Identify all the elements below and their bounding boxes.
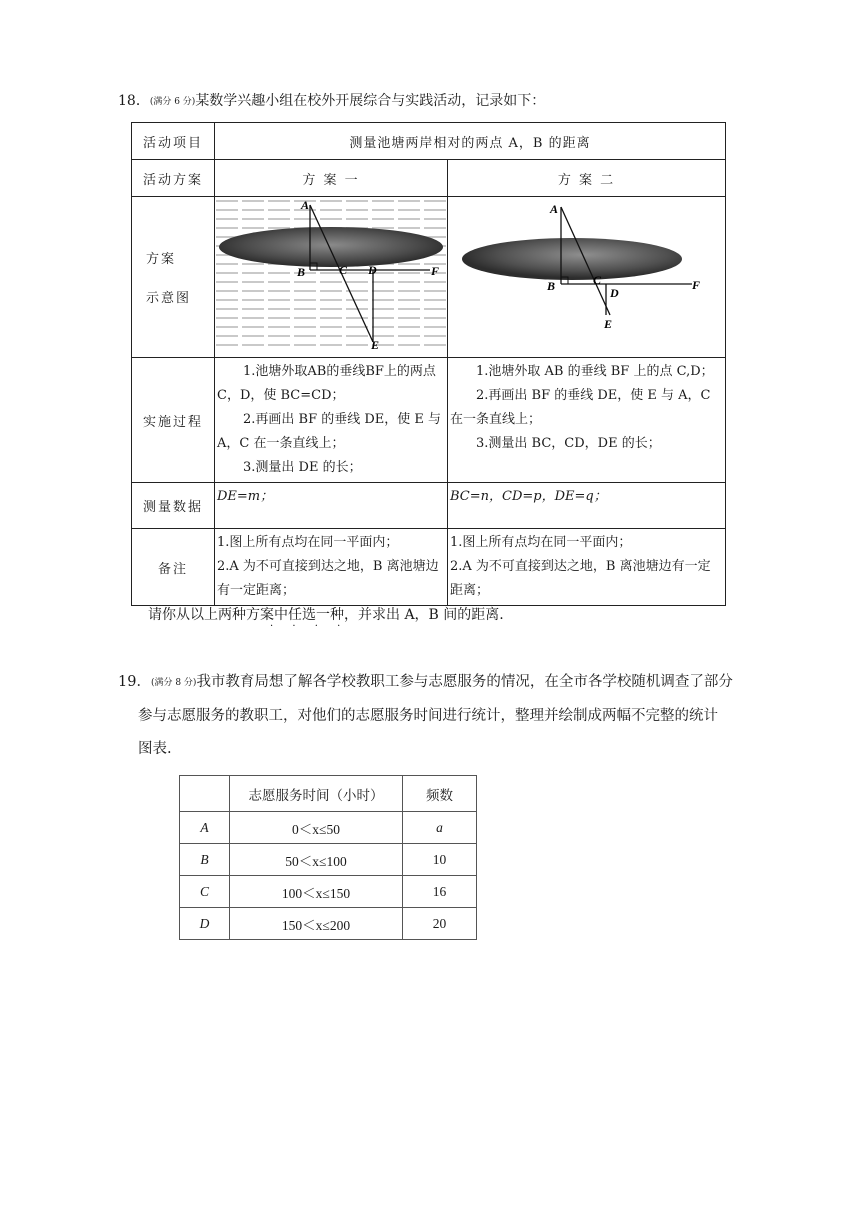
row-frequency: 10 bbox=[403, 844, 477, 876]
scheme1-data: DE=m； bbox=[217, 489, 274, 504]
row-range: 0＜x≤50 bbox=[230, 812, 403, 844]
scheme1-step3: 3.测量出 DE 的长； bbox=[243, 460, 362, 475]
scheme1-diagram-cell bbox=[215, 197, 448, 358]
header-group bbox=[180, 776, 230, 812]
scheme1-step1: 1.池塘外取AB的垂线BF上的两点 C，D，使 BC=CD； bbox=[217, 364, 436, 403]
frequency-table bbox=[179, 775, 477, 940]
q18-heading bbox=[118, 90, 545, 113]
row-group: A bbox=[180, 812, 230, 844]
row-group: D bbox=[180, 908, 230, 940]
diagram-label-line2: 示意图 bbox=[146, 291, 192, 306]
q19-stem-line2: 参与志愿服务的教职工，对他们的志愿服务时间进行统计，整理并绘制成两幅不完整的统计 bbox=[138, 708, 718, 724]
q18-number: 18． bbox=[118, 93, 150, 109]
scheme1-note2: 2.A 为不可直接到达之地，B 离池塘边有一定距离； bbox=[217, 559, 439, 598]
row-range: 50＜x≤100 bbox=[230, 844, 403, 876]
table-row bbox=[180, 876, 477, 908]
label-F: F bbox=[431, 264, 440, 278]
q18-score: (满分 6 分) bbox=[149, 97, 196, 107]
header-frequency: 频数 bbox=[403, 776, 477, 812]
scheme1-diagram bbox=[215, 197, 448, 353]
label-B: B bbox=[547, 279, 556, 293]
table-row bbox=[180, 908, 477, 940]
row-label-project: 活动项目 bbox=[132, 123, 215, 160]
label-C: C bbox=[593, 273, 602, 287]
label-D: D bbox=[610, 286, 619, 300]
label-E: E bbox=[371, 338, 380, 352]
background-text-texture bbox=[216, 197, 446, 352]
emphasis-dots: · · · · bbox=[270, 621, 349, 632]
q18-question: 请你从以上两种方案中任选一种，并求出 A，B 间的距离. bbox=[148, 607, 504, 623]
project-value: 测量池塘两岸相对的两点 A，B 的距离 bbox=[215, 123, 726, 160]
scheme2-note2: 2.A 为不可直接到达之地，B 离池塘边有一定距离； bbox=[450, 559, 711, 598]
row-group: C bbox=[180, 876, 230, 908]
q19-number: 19． bbox=[118, 674, 151, 690]
row-range: 100＜x≤150 bbox=[230, 876, 403, 908]
header-time: 志愿服务时间（小时） bbox=[230, 776, 403, 812]
scheme1-note1: 1.图上所有点均在同一平面内； bbox=[217, 535, 399, 550]
row-label-data: 测量数据 bbox=[132, 483, 215, 529]
scheme1-process bbox=[215, 358, 448, 483]
activity-table bbox=[131, 122, 726, 606]
row-label-scheme: 活动方案 bbox=[132, 160, 215, 197]
q19-line1 bbox=[118, 666, 750, 700]
scheme2-header: 方 案 二 bbox=[448, 160, 726, 197]
label-B: B bbox=[297, 265, 306, 279]
row-label-note: 备注 bbox=[132, 529, 215, 606]
label-A: A bbox=[550, 202, 559, 216]
row-group: B bbox=[180, 844, 230, 876]
label-A: A bbox=[301, 198, 310, 212]
table-row bbox=[180, 844, 477, 876]
row-frequency: 20 bbox=[403, 908, 477, 940]
q19-block bbox=[118, 666, 750, 766]
row-label-process: 实施过程 bbox=[132, 358, 215, 483]
q18-stem: 某数学兴趣小组在校外开展综合与实践活动，记录如下： bbox=[195, 93, 546, 109]
scheme2-diagram bbox=[448, 197, 726, 353]
scheme1-data-cell bbox=[215, 483, 448, 529]
pond-shape bbox=[462, 238, 682, 280]
scheme2-note1: 1.图上所有点均在同一平面内； bbox=[450, 535, 632, 550]
scheme1-note bbox=[215, 529, 448, 606]
q19-stem-line1: 我市教育局想了解各学校教职工参与志愿服务的情况，在全市各学校随机调查了部分 bbox=[196, 674, 733, 690]
scheme1-step2: 2.再画出 BF 的垂线 DE，使 E 与 A，C 在一条直线上； bbox=[217, 412, 442, 451]
label-F: F bbox=[692, 278, 701, 292]
scheme2-process bbox=[448, 358, 726, 483]
scheme2-data: BC=n，CD=p，DE=q； bbox=[450, 489, 607, 504]
diagram-label-line1: 方案 bbox=[146, 252, 177, 267]
label-E: E bbox=[604, 317, 613, 331]
label-C: C bbox=[339, 263, 348, 277]
scheme2-step2: 2.再画出 BF 的垂线 DE，使 E 与 A，C 在一条直线上； bbox=[450, 388, 711, 427]
q19-score: (满分 8 分) bbox=[150, 678, 197, 688]
row-label-diagram bbox=[132, 197, 215, 358]
table-row bbox=[180, 812, 477, 844]
scheme2-diagram-cell bbox=[448, 197, 726, 358]
scheme2-step3: 3.测量出 BC，CD，DE 的长； bbox=[476, 436, 661, 451]
q19-stem-line3: 图表. bbox=[138, 741, 172, 757]
label-D: D bbox=[368, 263, 377, 277]
row-frequency: 16 bbox=[403, 876, 477, 908]
scheme2-step1: 1.池塘外取 AB 的垂线 BF 上的点 C,D； bbox=[476, 364, 714, 379]
scheme1-header: 方 案 一 bbox=[215, 160, 448, 197]
row-frequency: a bbox=[403, 812, 477, 844]
pond-shape bbox=[219, 227, 443, 267]
row-range: 150＜x≤200 bbox=[230, 908, 403, 940]
scheme2-note bbox=[448, 529, 726, 606]
scheme2-data-cell bbox=[448, 483, 726, 529]
